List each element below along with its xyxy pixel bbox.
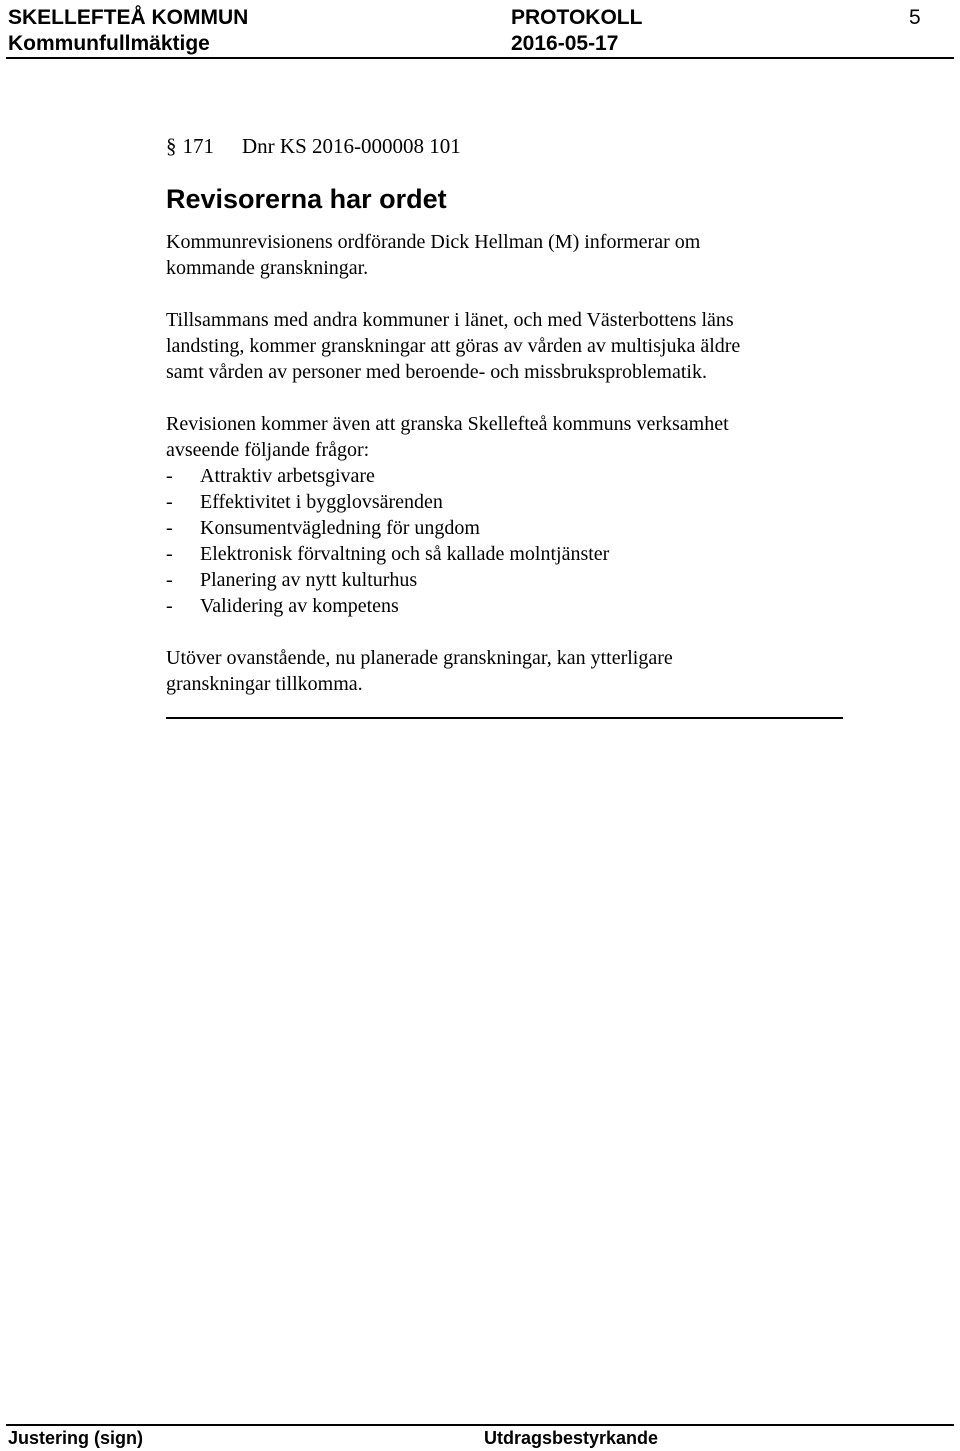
- org-name: SKELLEFTEÅ KOMMUN: [8, 6, 249, 29]
- list-item-text: Validering av kompetens: [200, 595, 399, 617]
- header-divider: [6, 57, 954, 59]
- list-marker: -: [166, 517, 173, 539]
- list-item: [166, 567, 886, 593]
- list-item: [166, 463, 886, 489]
- section-symbol: §: [166, 134, 177, 158]
- section-number: 171: [182, 134, 214, 158]
- list-item-text: Elektronisk förvaltning och så kallade molntjänster: [200, 543, 610, 565]
- text-line: Kommunrevisionens ordförande Dick Hellman (M) informerar om: [166, 231, 701, 253]
- list-item-text: Effektivitet i bygglovsärenden: [200, 491, 443, 513]
- list-marker: -: [166, 569, 173, 591]
- page-number: 5: [909, 6, 921, 29]
- assembly-name: Kommunfullmäktige: [8, 32, 210, 55]
- meeting-date: 2016-05-17: [511, 32, 619, 55]
- footer-divider: [6, 1424, 954, 1426]
- case-reference: [166, 133, 461, 159]
- diary-number: Dnr KS 2016-000008 101: [242, 134, 461, 158]
- joint-review-paragraph: [166, 307, 886, 385]
- list-item: [166, 593, 886, 619]
- text-line: Tillsammans med andra kommuner i länet, och med Västerbottens läns: [166, 309, 734, 331]
- text-line: samt vården av personer med beroende- och missbruksproblematik.: [166, 361, 707, 383]
- closing-paragraph: [166, 645, 886, 697]
- intro-paragraph: [166, 229, 886, 281]
- list-marker: -: [166, 543, 173, 565]
- review-paragraph: [166, 411, 886, 619]
- text-line: landsting, kommer granskningar att göras av vården av multisjuka äldre: [166, 335, 741, 357]
- list-item: [166, 489, 886, 515]
- list-item-text: Planering av nytt kulturhus: [200, 569, 418, 591]
- list-item-text: Konsumentvägledning för ungdom: [200, 517, 480, 539]
- document-type: PROTOKOLL: [511, 6, 643, 29]
- list-item: [166, 541, 886, 567]
- utdrag-label: Utdragsbestyrkande: [484, 1428, 659, 1448]
- section-title: Revisorerna har ordet: [166, 184, 447, 214]
- text-line: Revisionen kommer även att granska Skellefteå kommuns verksamhet: [166, 413, 729, 435]
- list-marker: -: [166, 595, 173, 617]
- text-line: kommande granskningar.: [166, 257, 369, 279]
- section-end-line: [166, 717, 843, 719]
- text-line: Utöver ovanstående, nu planerade granskningar, kan ytterligare: [166, 647, 673, 669]
- list-item-text: Attraktiv arbetsgivare: [200, 465, 375, 487]
- list-item: [166, 515, 886, 541]
- list-marker: -: [166, 491, 173, 513]
- text-line: avseende följande frågor:: [166, 439, 370, 461]
- review-topic-list: [166, 463, 886, 619]
- text-line: granskningar tillkomma.: [166, 673, 363, 695]
- justering-label: Justering (sign): [8, 1428, 144, 1448]
- list-marker: -: [166, 465, 173, 487]
